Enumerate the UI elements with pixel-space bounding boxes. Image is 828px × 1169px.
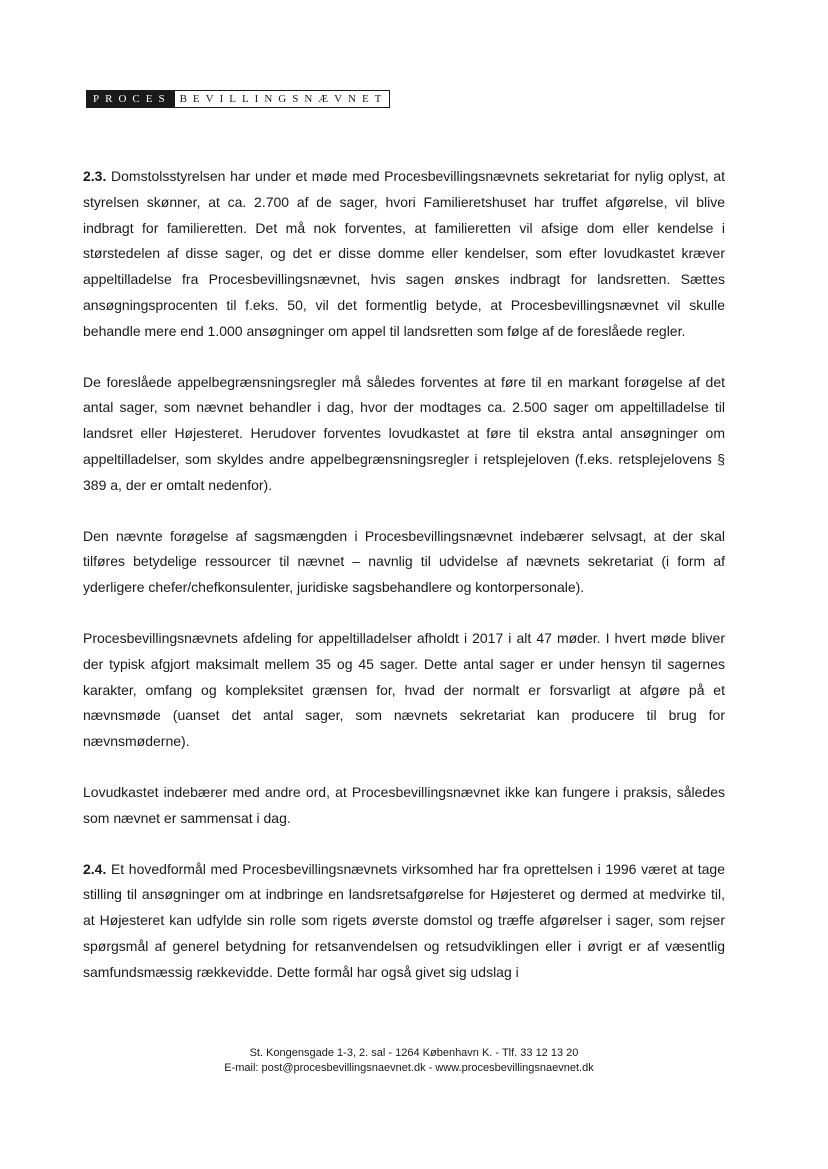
logo: [86, 90, 390, 108]
paragraph-text: Den nævnte forøgelse af sagsmængden i Procesbevillingsnævnet indebærer selvsagt, at der skal tilføres betydelige ressourcer til nævnet – navnlig til udvidelse af nævnets sekretariat (i form af yderligere chefer/chefkonsulenter, juridiske sagsbehandlere og kontorpersonale).: [83, 527, 725, 596]
footer-contact: E-mail: post@procesbevillingsnaevnet.dk - www.procesbevillingsnaevnet.dk: [224, 1062, 594, 1074]
paragraph: [83, 626, 725, 755]
paragraph: [83, 370, 725, 499]
paragraph-text: Et hovedformål med Procesbevillingsnævnets virksomhed har fra oprettelsen i 1996 været at tage stilling til ansøgninger om at indbringe en landsretsafgørelse for Højesteret og dermed at medvirke til, at Højesteret kan udfylde sin rolle som rigets øverste domstol og træffe afgørelser i sager, som rejser spørgsmål af generel betydning for retsanvendelsen og retsudviklingen eller i øvrigt er af væsentlig samfundsmæssig rækkevidde. Dette formål har også givet sig udslag i: [83, 860, 725, 980]
footer-address: St. Kongensgade 1-3, 2. sal - 1264 København K. - Tlf. 33 12 13 20: [249, 1047, 579, 1059]
page-footer: [0, 1046, 828, 1076]
paragraph-text: De foreslåede appelbegrænsningsregler må således forventes at føre til en markant forøgelse af det antal sager, som nævnet behandler i dag, hvor der modtages ca. 2.500 sager om appeltilladelse til landsret eller Højesteret. Herudover forventes lovudkastet at føre til ekstra antal ansøgninger om appeltilladelser, som skyldes andre appelbegrænsningsregler i retsplejeloven (f.eks. retsplejelovens § 389 a, der er omtalt nedenfor).: [83, 373, 725, 493]
paragraph-2-4: [83, 857, 725, 986]
paragraph: [83, 780, 725, 832]
section-number: 2.4.: [83, 860, 107, 877]
document-body: [83, 164, 725, 1011]
logo-right-text: BEVILLINGSNÆVNET: [175, 91, 390, 107]
section-number: 2.3.: [83, 168, 107, 184]
paragraph-2-3: [83, 164, 725, 345]
paragraph-text: Domstolsstyrelsen har under et møde med Procesbevillingsnævnets sekretariat for nylig oplyst, at styrelsen skønner, at ca. 2.700 af de sager, hvori Familieretshuset har truffet afgørelse, vil blive indbragt for familieretten. Det må nok forventes, at familieretten vil afsige dom eller kendelse i størstedelen af disse sager, og det er disse domme eller kendelser, som efter lovudkastet kræver appeltilladelse fra Procesbevillingsnævnet, hvis sagen ønskes indbragt for landsretten. Sættes ansøgningsprocenten til f.eks. 50, vil det formentlig betyde, at Procesbevillingsnævnet vil skulle behandle mere end 1.000 ansøgninger om appel til landsretten som følge af de foreslåede regler.: [83, 168, 725, 339]
paragraph-text: Lovudkastet indebærer med andre ord, at Procesbevillingsnævnet ikke kan fungere i praksis, således som nævnet er sammensat i dag.: [83, 783, 725, 826]
paragraph: [83, 524, 725, 601]
paragraph-text: Procesbevillingsnævnets afdeling for appeltilladelser afholdt i 2017 i alt 47 møder. I hvert møde bliver der typisk afgjort maksimalt mellem 35 og 45 sager. Dette antal sager er under hensyn til sagernes karakter, omfang og kompleksitet grænsen for, hvad der normalt er forsvarligt at afgøre på et nævnsmøde (uanset det antal sager, som nævnets sekretariat kan producere til brug for nævnsmøderne).: [83, 629, 725, 750]
logo-left-text: PROCES: [87, 91, 175, 107]
